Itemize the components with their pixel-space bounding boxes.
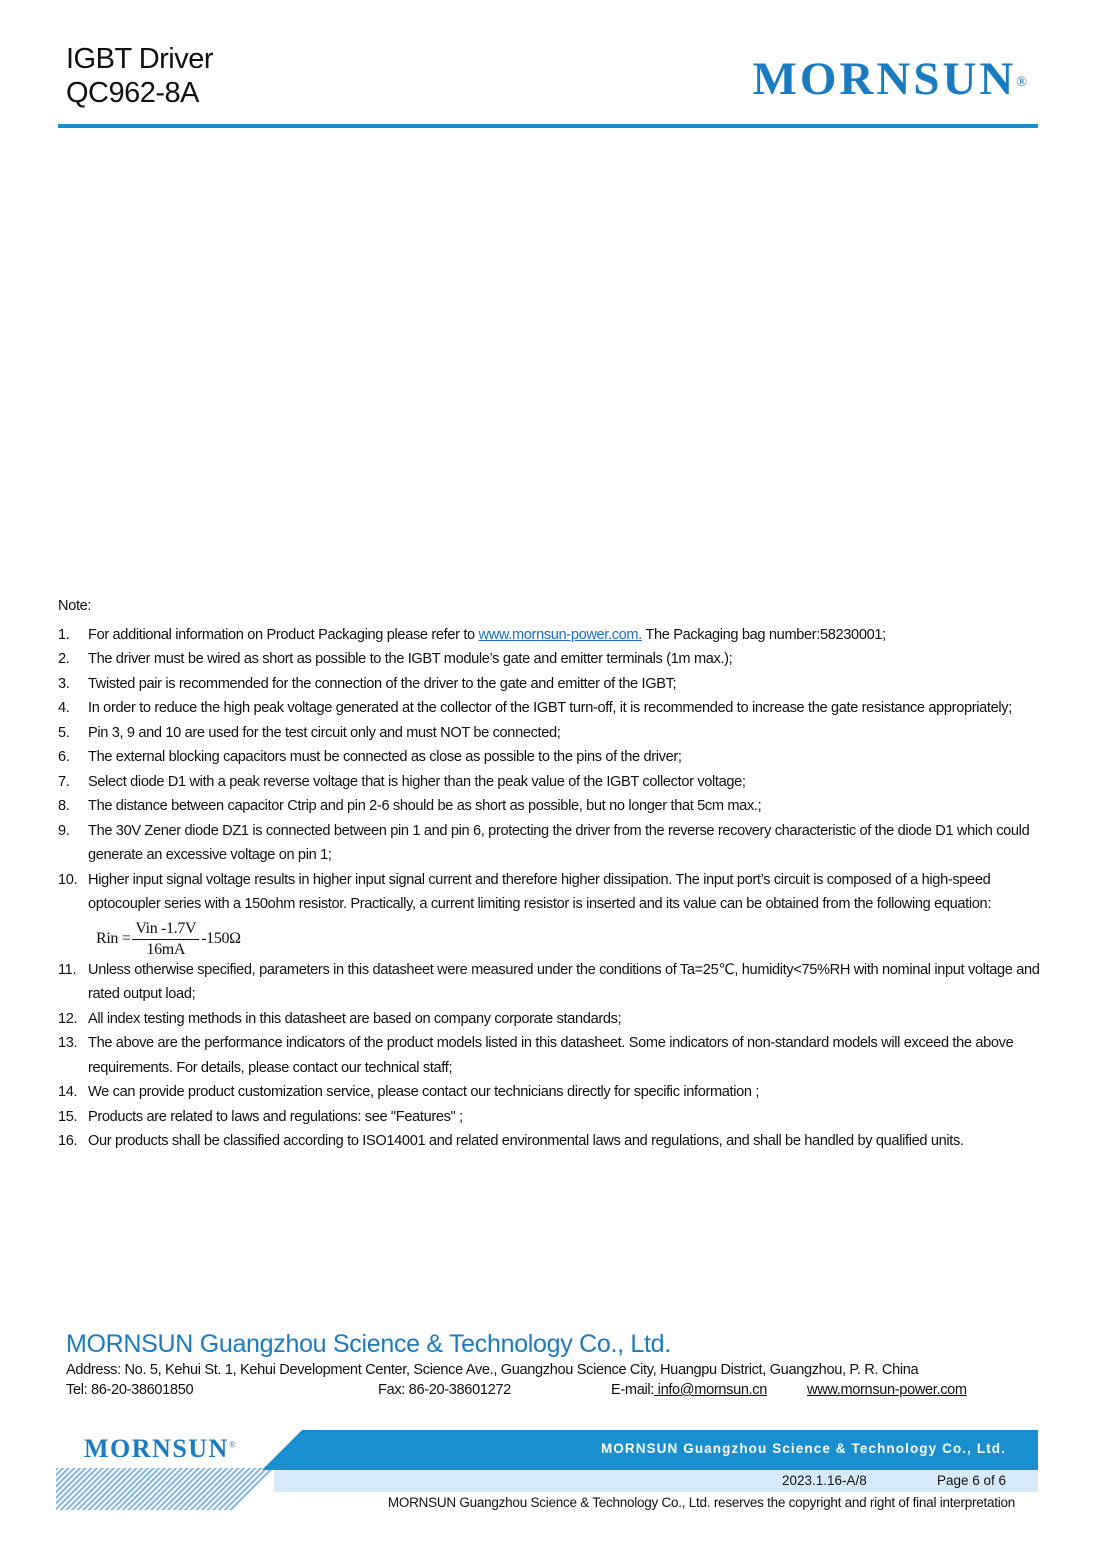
revision-date: 2023.1.16-A/8 (782, 1473, 867, 1488)
footer-hatch-pattern (56, 1468, 276, 1510)
website (807, 1382, 967, 1398)
document-title (66, 42, 213, 110)
note-item: 12. All index testing methods in this datasheet are based on company corporate standards; (58, 1010, 622, 1027)
note-item: 8. The distance between capacitor Ctrip and pin 2-6 should be as short as possible, but no longer that 5cm max.; (58, 798, 762, 814)
notes-section (58, 594, 1048, 1154)
brand-logo: MORNSUN® (752, 53, 1027, 105)
note-item: 13. The above are the performance indicators of the product models listed in this datasheet. Some indicators of non-standard models will exceed the above requirements. For details, please contact our technical staff; (58, 1035, 1014, 1076)
rin-equation: Rin = $\frac{\text{Vin -1.7V}}{16mA}$ -150Ω (96, 919, 241, 958)
footer-info-band (274, 1470, 1038, 1492)
page-number: Page 6 of 6 (937, 1473, 1007, 1488)
notes-heading: Note: (58, 598, 92, 614)
product-type: IGBT Driver (66, 43, 214, 75)
note-item: 15. Products are related to laws and regulations: see "Features" ; (58, 1108, 463, 1125)
telephone: Tel: 86-20-38601850 (66, 1382, 194, 1398)
note-item: 4. In order to reduce the high peak voltage generated at the collector of the IGBT turn-off, it is recommended to increase the gate resistance appropriately; (58, 700, 1012, 716)
note-item: 1. For additional information on Product Packaging please refer to www.mornsun-power.com. The Packaging bag number:58230001; (58, 626, 886, 643)
note-item: 6. The external blocking capacitors must be connected as close as possible to the pins of the driver; (58, 749, 682, 765)
company-name: MORNSUN Guangzhou Science & Technology Co., Ltd. (66, 1330, 671, 1358)
note-item: 11. Unless otherwise specified, parameters in this datasheet were measured under the conditions of Ta=25℃, humidity<75%RH with nominal input voltage and rated output load; (58, 961, 1040, 1002)
note-item: 9. The 30V Zener diode DZ1 is connected between pin 1 and pin 6, protecting the driver from the reverse recovery characteristic of the diode D1 which could generate an excessive voltage on pin 1; (58, 822, 1030, 863)
note-item: 16. Our products shall be classified according to ISO14001 and related environmental laws and regulations, and shall be handled by qualified units. (58, 1133, 964, 1149)
note-item: 2. The driver must be wired as short as possible to the IGBT module’s gate and emitter terminals (1m max.); (58, 651, 733, 667)
note-item: 10. Higher input signal voltage results in higher input signal current and therefore higher dissipation. The input port’s circuit is composed of a high-speed optocoupler series with a 150ohm resistor. Practically, a current limiting resistor is inserted and its value can be obtained from the following equation: Rin = $\frac{\text{Vin -1.7V}}{16mA}$ -150Ω (58, 871, 992, 958)
company-address: Address: No. 5, Kehui St. 1, Kehui Development Center, Science Ave., Guangzhou Science City, Huangpu District, Guangzhou, P. R. China (66, 1362, 919, 1378)
model-number: QC962-8A (66, 77, 200, 109)
footer-logo: MORNSUN® (84, 1434, 238, 1463)
email: E-mail: info@mornsun.cn (611, 1382, 768, 1398)
note-item: 3. Twisted pair is recommended for the connection of the driver to the gate and emitter of the IGBT; (58, 675, 677, 692)
copyright-notice: MORNSUN Guangzhou Science & Technology Co., Ltd. reserves the copyright and right of final interpretation (387, 1495, 1015, 1510)
email-link[interactable]: info@mornsun.cn (653, 1382, 768, 1398)
fax: Fax: 86-20-38601272 (378, 1382, 511, 1398)
note-item: 5. Pin 3, 9 and 10 are used for the test circuit only and must NOT be connected; (58, 724, 561, 741)
note-item: 7. Select diode D1 with a peak reverse voltage that is higher than the peak value of the IGBT collector voltage; (58, 773, 746, 790)
packaging-link[interactable]: www.mornsun-power.com. (478, 626, 642, 643)
footer-banner-text: MORNSUN Guangzhou Science & Technology Co., Ltd. (600, 1441, 1006, 1456)
website-link[interactable]: www.mornsun-power.com (807, 1382, 967, 1398)
header-divider (58, 124, 1038, 128)
note-item: 14. We can provide product customization service, please contact our technicians directly for specific information ; (58, 1084, 760, 1100)
footer-banner-label-wrap (262, 1430, 1038, 1470)
